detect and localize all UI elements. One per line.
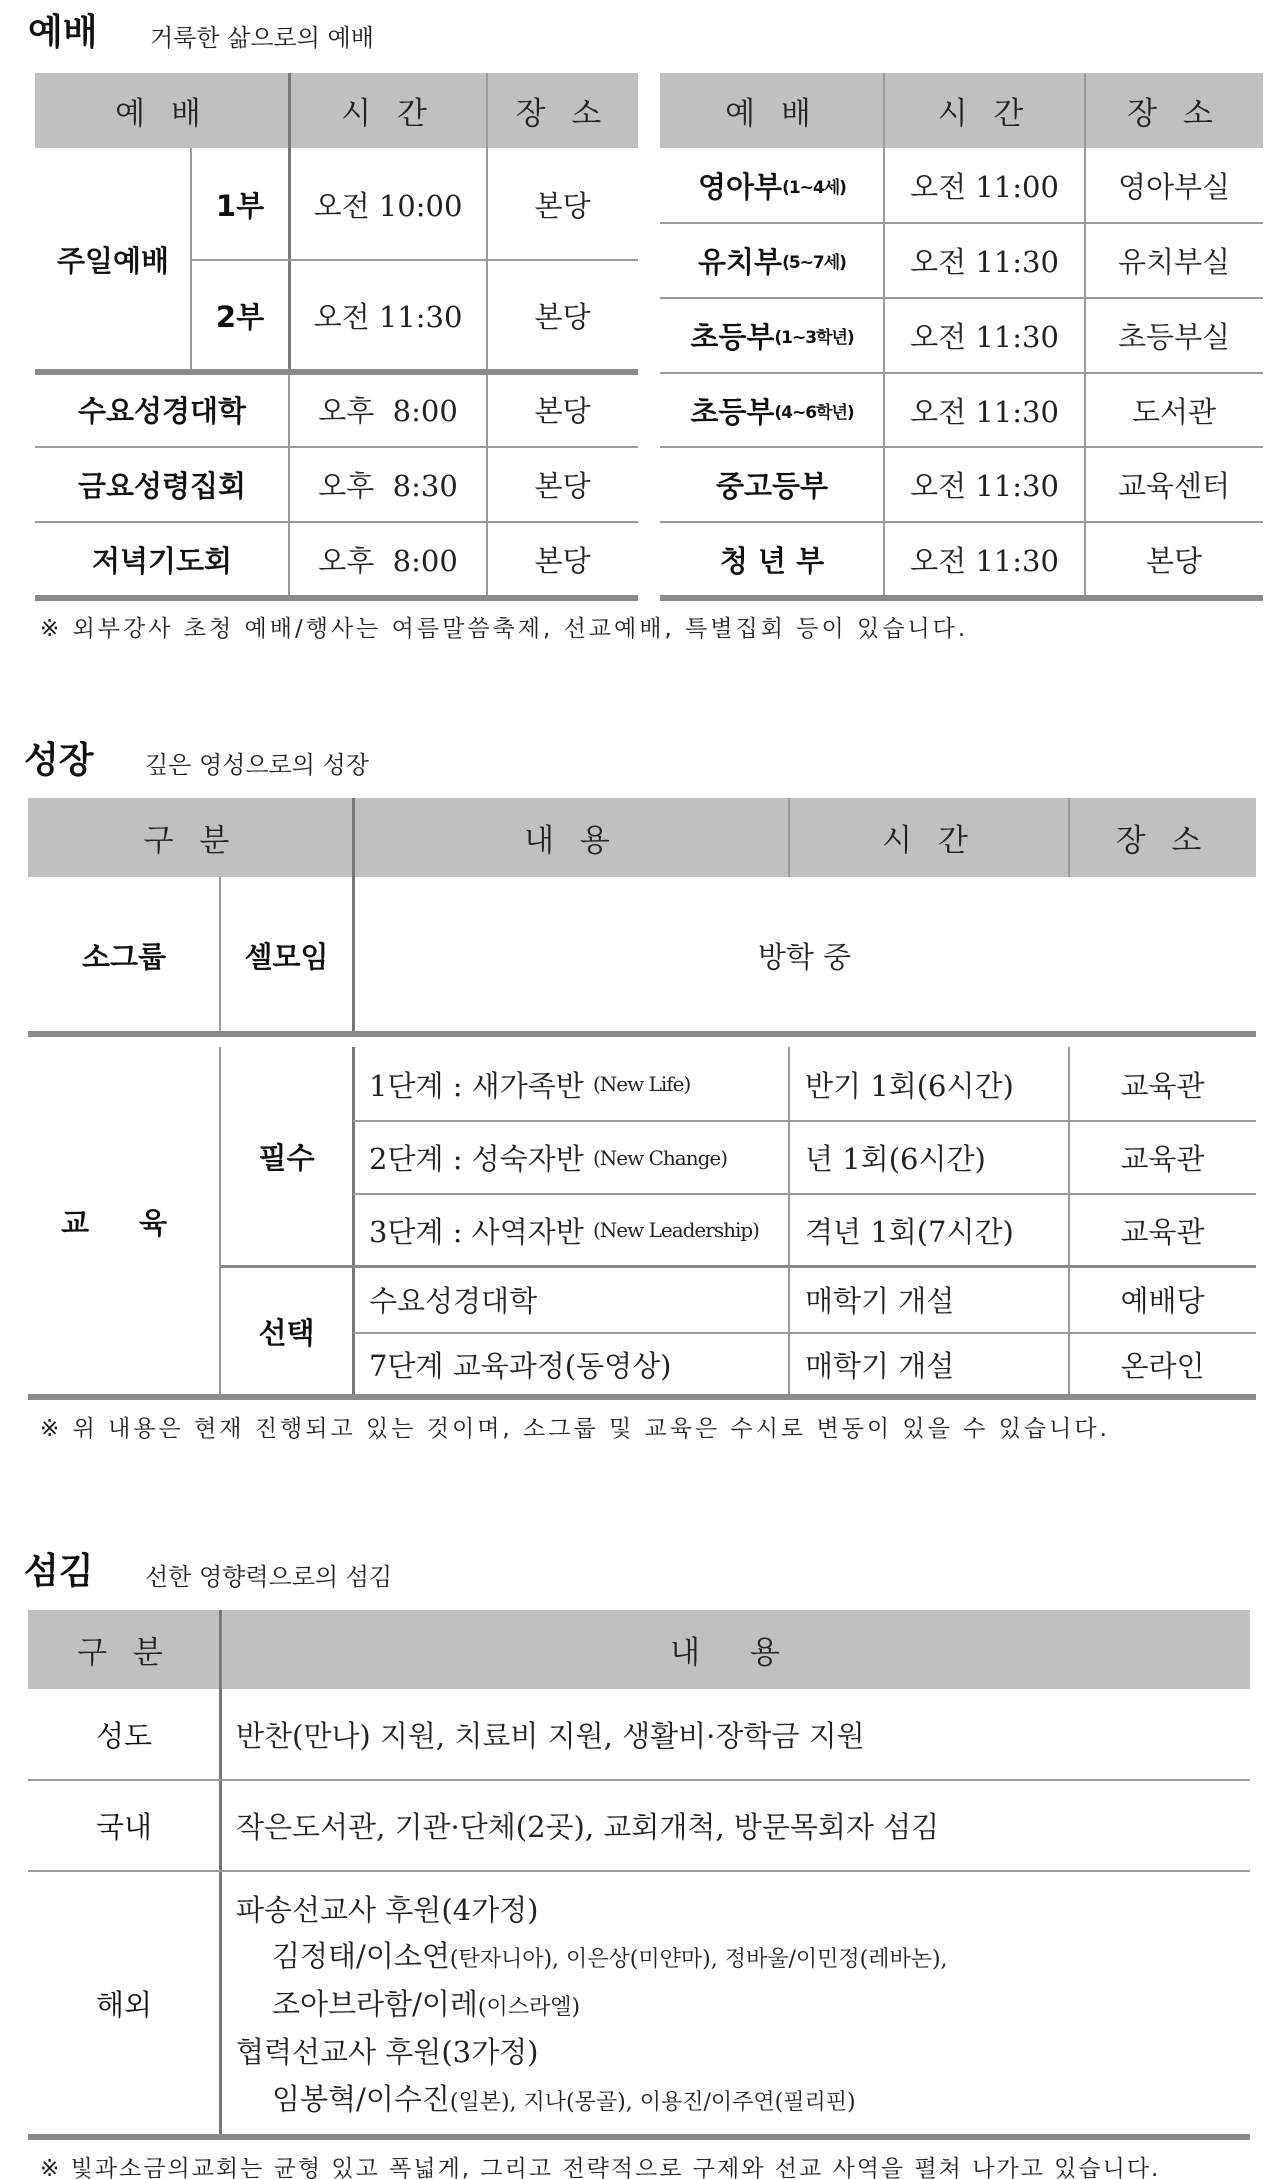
- place: 본당: [534, 544, 591, 578]
- divider: [288, 73, 291, 371]
- course-place: 교육관: [1120, 1068, 1205, 1103]
- missionary-name: 김정태/이소연: [272, 1939, 450, 1973]
- place: 본당: [534, 300, 591, 334]
- dept-name: [660, 522, 884, 597]
- missionary-country: (몽골), 이용진/이주연: [566, 2090, 775, 2115]
- time: 오후 8:30: [318, 469, 458, 503]
- divider: [1068, 1047, 1070, 1396]
- overseas-line: [236, 1888, 538, 1929]
- time: 오전 11:30: [910, 469, 1059, 503]
- missionary-country: (미얀마), 정바울/이민정: [629, 1947, 860, 1972]
- divider: [288, 371, 290, 597]
- section-subtitle-service: 선한 영향력으로의 섬김: [145, 1563, 393, 1591]
- section-title-service: 섬김: [24, 1551, 94, 1592]
- course-time: 반기 1회(6시간): [805, 1068, 1014, 1103]
- divider: [35, 521, 638, 523]
- divider: [660, 595, 1263, 601]
- section-subtitle-worship: 거룩한 삶으로의 예배: [150, 24, 374, 52]
- worship-name: 금요성령집회: [77, 469, 247, 503]
- part-label: 1부: [215, 188, 265, 223]
- course-place: 교육관: [1120, 1214, 1205, 1249]
- worship-name: 수요성경대학: [77, 393, 247, 428]
- missionary-country: (이스라엘): [477, 1995, 581, 2020]
- course-english-name: (New Change): [592, 1145, 728, 1170]
- divider: [35, 446, 638, 448]
- time: 오전 11:30: [313, 300, 463, 334]
- dept-label: 청 년 부: [719, 544, 825, 578]
- header-place: 장 소: [1085, 73, 1263, 148]
- divider: [353, 1193, 1256, 1195]
- overseas-line: [272, 1934, 948, 1975]
- cell-meeting-label: 셀모임: [244, 939, 329, 974]
- dept-age: (1~4세): [782, 178, 846, 198]
- header-content: 내 용: [220, 1610, 1250, 1689]
- place: 유치부실: [1117, 245, 1231, 279]
- place: 본당: [534, 393, 591, 428]
- time: 오후 8:00: [318, 393, 458, 428]
- missionary-country: (일본), 지나: [449, 2090, 567, 2115]
- dept-label: 영아부: [698, 170, 783, 204]
- course-content: [353, 1047, 789, 1121]
- sunday-worship-label: 주일예배: [56, 244, 170, 278]
- course-name: 2단계 : 성숙자반: [369, 1142, 584, 1176]
- partner-missionaries: 협력선교사 후원(3가정): [236, 2035, 539, 2069]
- divider: [28, 1394, 1256, 1400]
- course-place: 교육관: [1120, 1142, 1205, 1176]
- dept-age: (5~7세): [782, 253, 846, 273]
- header-content: 내 용: [353, 798, 789, 877]
- course-content: [353, 1266, 789, 1333]
- header-category: 구 분: [28, 1610, 220, 1689]
- small-group-status: 방학 중: [757, 939, 852, 974]
- header-worship: 예 배: [35, 73, 289, 148]
- category-saints: 성도: [95, 1719, 153, 1753]
- header-place: 장 소: [1069, 798, 1256, 877]
- missionary-name: 조아브라함/이레: [272, 1987, 478, 2021]
- worship-name: 저녁기도회: [91, 544, 233, 578]
- content-saints: 반찬(만나) 지원, 치료비 지원, 생활비·장학금 지원: [236, 1719, 865, 1753]
- dept-label: 초등부: [690, 394, 775, 429]
- divider: [28, 1031, 1256, 1037]
- dept-age: (4~6학년): [774, 402, 854, 423]
- course-place: 온라인: [1120, 1349, 1205, 1383]
- course-name: 7단계 교육과정(동영상): [369, 1349, 672, 1383]
- divider: [28, 1779, 1250, 1781]
- divider: [353, 1332, 1256, 1334]
- dept-name: [660, 223, 884, 298]
- course-name: 3단계 : 사역자반: [369, 1214, 584, 1249]
- divider: [352, 798, 355, 1033]
- place: 본당: [1145, 544, 1203, 578]
- header-time: 시 간: [884, 73, 1085, 148]
- missionary-name: 임봉혁/이수진: [272, 2082, 450, 2116]
- course-english-name: (New Leadership): [592, 1218, 759, 1242]
- divider: [28, 1870, 1250, 1872]
- time: 오후 8:00: [318, 544, 458, 578]
- required-label: 필수: [258, 1141, 315, 1175]
- divider: [1084, 73, 1086, 597]
- overseas-line: [272, 1982, 580, 2023]
- place: 교육센터: [1117, 469, 1231, 503]
- course-place: 예배당: [1120, 1284, 1205, 1318]
- place: 영아부실: [1117, 170, 1231, 204]
- education-category: 교 육: [60, 1206, 188, 1240]
- content-domestic: 작은도서관, 기관·단체(2곳), 교회개척, 방문목회자 섬김: [236, 1810, 940, 1844]
- course-time: 매학기 개설: [805, 1349, 955, 1383]
- service-note: ※ 빛과소금의교회는 균형 있고 폭넓게, 그리고 전략적으로 구제와 선교 사역을 펼쳐 나가고 있습니다.: [40, 2156, 1161, 2179]
- overseas-line: [272, 2077, 856, 2118]
- header-time: 시 간: [289, 73, 487, 148]
- divider: [486, 73, 488, 597]
- missionary-country: (필리핀): [774, 2090, 856, 2115]
- divider: [883, 73, 885, 597]
- time: 오전 11:30: [910, 394, 1059, 429]
- course-time: 매학기 개설: [805, 1284, 955, 1318]
- missionary-country: (레바논),: [859, 1947, 948, 1972]
- divider: [28, 2134, 1250, 2140]
- time: 오전 10:00: [313, 188, 463, 223]
- divider: [219, 877, 221, 1033]
- dept-name: [660, 148, 884, 223]
- course-content: [353, 1333, 789, 1396]
- header-place: 장 소: [487, 73, 638, 148]
- course-content: [353, 1121, 789, 1194]
- section-subtitle-growth: 깊은 영성으로의 성장: [145, 751, 369, 779]
- dept-name: [660, 373, 884, 447]
- divider: [1068, 798, 1070, 877]
- time: 오전 11:30: [910, 245, 1059, 279]
- divider: [220, 1265, 1256, 1268]
- dept-age: (1~3학년): [774, 328, 854, 348]
- time: 오전 11:00: [910, 170, 1059, 204]
- section-title-growth: 성장: [24, 740, 94, 781]
- header-worship: 예 배: [660, 73, 884, 148]
- elective-label: 선택: [258, 1315, 315, 1350]
- place: 초등부실: [1117, 320, 1231, 354]
- course-time: 년 1회(6시간): [805, 1142, 986, 1176]
- dept-name: [660, 447, 884, 522]
- dept-label: 초등부: [690, 320, 775, 354]
- dept-name: [660, 298, 884, 373]
- part-label: 2부: [215, 300, 265, 334]
- dispatched-missionaries: 파송선교사 후원(4가정): [236, 1893, 539, 1927]
- place: 본당: [534, 188, 591, 223]
- divider: [35, 595, 638, 601]
- header-category: 구 분: [28, 798, 353, 877]
- time: 오전 11:30: [910, 544, 1059, 578]
- divider: [219, 1047, 221, 1396]
- divider: [191, 259, 638, 261]
- place: 도서관: [1131, 394, 1217, 429]
- category-overseas: 해외: [95, 1988, 153, 2022]
- divider: [788, 1047, 790, 1396]
- section-title-worship: 예배: [28, 12, 98, 53]
- divider: [353, 1120, 1256, 1122]
- course-name: 1단계 : 새가족반: [369, 1068, 584, 1103]
- growth-note: ※ 위 내용은 현재 진행되고 있는 것이며, 소그룹 및 교육은 수시로 변동이 있을 수 있습니다.: [40, 1416, 1110, 1442]
- course-name: 수요성경대학: [369, 1284, 538, 1318]
- course-content: [353, 1194, 789, 1266]
- dept-label: 유치부: [698, 245, 783, 279]
- divider: [352, 1047, 355, 1396]
- overseas-line: [236, 2030, 538, 2071]
- course-english-name: (New Life): [592, 1072, 691, 1096]
- category-domestic: 국내: [95, 1810, 153, 1844]
- divider: [788, 798, 790, 877]
- place: 본당: [534, 469, 591, 503]
- divider: [35, 369, 638, 375]
- header-time: 시 간: [789, 798, 1069, 877]
- course-time: 격년 1회(7시간): [805, 1214, 1014, 1249]
- missionary-country: (탄자니아), 이은상: [449, 1947, 630, 1972]
- dept-label: 중고등부: [715, 469, 829, 503]
- divider: [219, 1610, 222, 2136]
- time: 오전 11:30: [910, 320, 1059, 354]
- worship-note: ※ 외부강사 초청 예배/행사는 여름말씀축제, 선교예배, 특별집회 등이 있습니다.: [40, 616, 969, 642]
- small-group-category: 소그룹: [81, 939, 167, 974]
